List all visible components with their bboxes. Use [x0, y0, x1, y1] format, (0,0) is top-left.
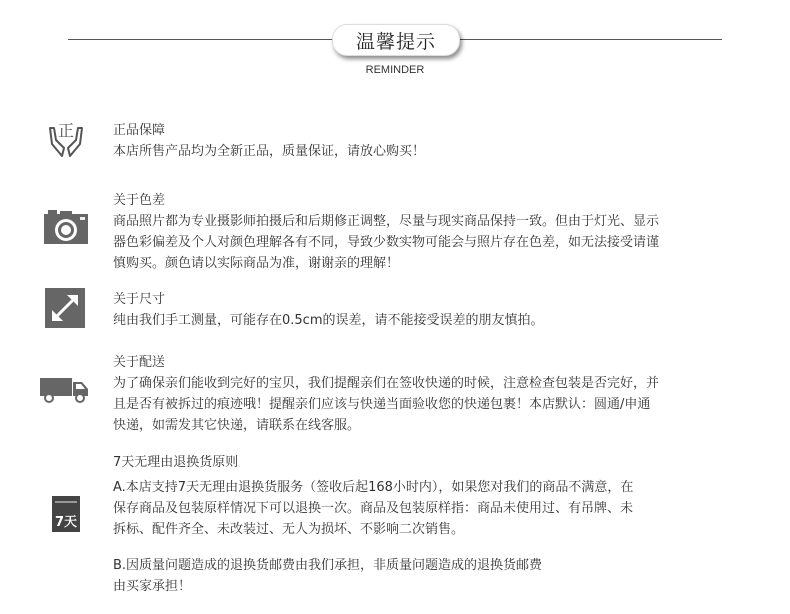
section-line: 慎购买。颜色请以实际商品为准，谢谢亲的理解！	[113, 256, 400, 271]
resize-arrow-icon	[45, 288, 85, 328]
section-size	[113, 289, 708, 331]
section-text: 本店所售产品均为全新正品，质量保证，请放心购买！	[113, 144, 426, 159]
svg-text:正: 正	[57, 121, 75, 140]
header-divider-right	[456, 39, 722, 40]
header-divider-left	[68, 39, 336, 40]
section-line: 由买家承担！	[113, 579, 192, 594]
section-delivery	[113, 352, 708, 436]
genuine-hands-icon	[44, 118, 88, 162]
section-title: 关于尺寸	[113, 292, 166, 307]
delivery-truck-icon	[40, 376, 90, 404]
section-title: 7天无理由退换货原则	[113, 455, 239, 470]
section-return-policy	[113, 452, 708, 597]
page-title: 温馨提示	[332, 24, 460, 56]
section-line: 快递，如需发其它快递，请联系在线客服。	[113, 418, 361, 433]
section-line: 拆标、配件齐全、未改装过、无人为损坏、不影响二次销售。	[113, 522, 465, 537]
section-text: 纯由我们手工测量，可能存在0.5cm的误差，请不能接受误差的朋友慎拍。	[113, 313, 544, 328]
page-subtitle: REMINDER	[365, 64, 425, 76]
section-line: A.本店支持7天无理由退换货服务（签收后起168小时内），如果您对我们的商品不满意，在	[113, 480, 634, 495]
section-line: 为了确保亲们能收到完好的宝贝，我们提醒亲们在签收快递的时候，注意检查包装是否完好，并	[113, 376, 660, 391]
section-color-difference	[113, 190, 708, 274]
section-title: 关于配送	[113, 355, 166, 370]
section-title: 关于色差	[113, 193, 166, 208]
section-genuine	[113, 120, 708, 162]
section-line: B.因质量问题造成的退换货邮费由我们承担，非质量问题造成的退换货邮费	[113, 558, 543, 573]
seven-day-calendar-icon	[52, 496, 80, 532]
svg-text:7天: 7天	[54, 515, 78, 530]
section-line: 且是否有被拆过的痕迹哦！提醒亲们应该与快递当面验收您的快递包裹！本店默认：圆通/申通	[113, 397, 651, 412]
section-line: 保存商品及包装原样情况下可以退换一次。商品及包装原样指：商品未使用过、有吊牌、未	[113, 501, 634, 516]
section-line: 商品照片都为专业摄影师拍摄后和后期修正调整，尽量与现实商品保持一致。但由于灯光、显示	[113, 214, 660, 229]
camera-icon	[44, 210, 88, 246]
section-title: 正品保障	[113, 123, 166, 138]
section-line: 器色彩偏差及个人对颜色理解各有不同，导致少数实物可能会与照片存在色差，如无法接受请谨	[113, 235, 660, 250]
